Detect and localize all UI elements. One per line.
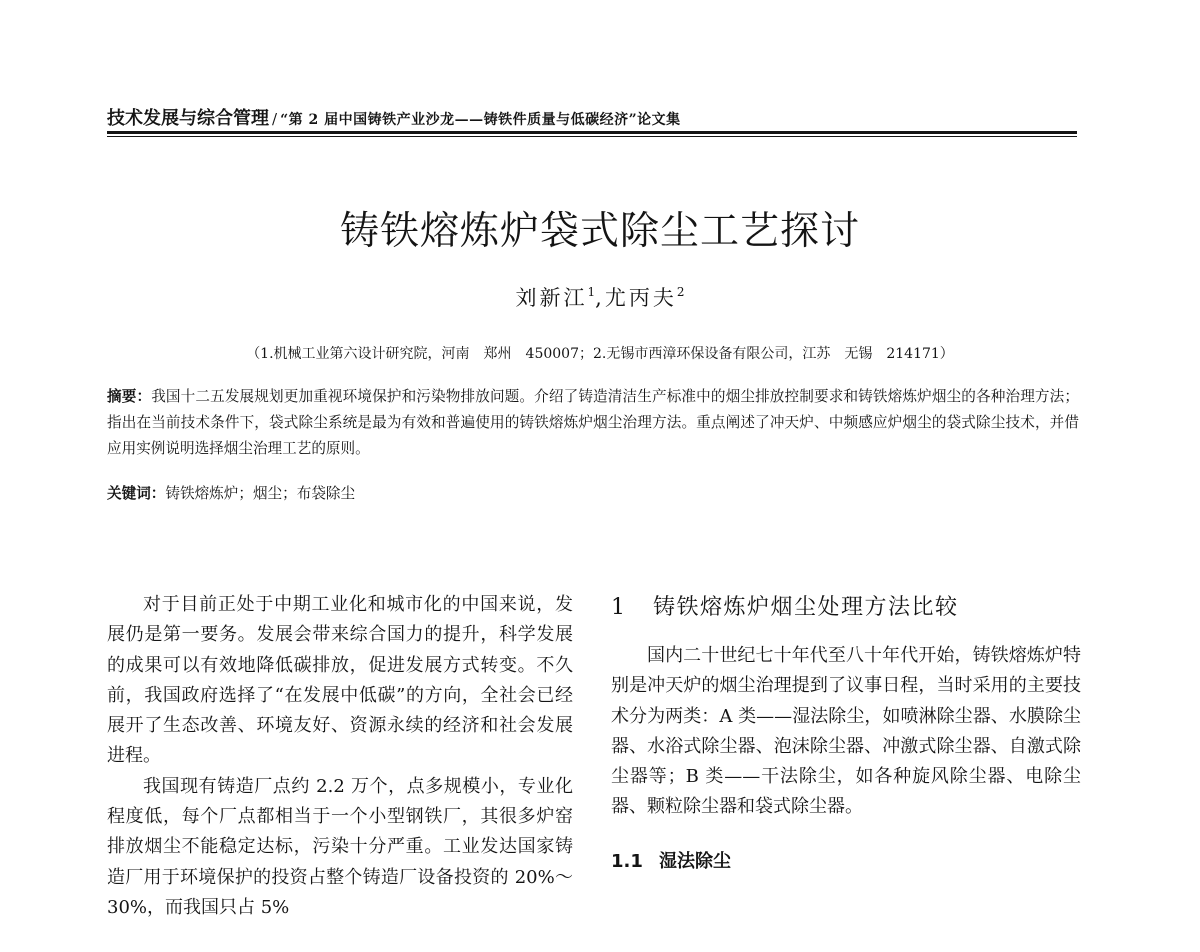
body-paragraph: 我国现有铸造厂点约 2.2 万个，点多规模小，专业化程度低，每个厂点都相当于一个小型钢铁厂，其很多炉窑排放烟尘不能稳定达标，污染十分严重。工业发达国家铸造厂用于环境保护的投资占整个铸造厂设备投资的 20%～30%，而我国只占 5% [107,775,573,918]
running-header-series: “第 2 届中国铸铁产业沙龙——铸铁件质量与低碳经济”论文集 [280,112,681,128]
body-left-column [107,590,573,923]
section-number: 1 [611,595,627,620]
abstract-label: 摘要： [107,388,152,405]
section-heading [611,590,1081,626]
author-separator: , [595,286,605,310]
author-name: 刘新江 [515,286,588,310]
running-header-separator: / [272,110,278,128]
running-header [107,104,1077,134]
abstract [107,384,1079,462]
header-rule-thick [107,131,1077,134]
section-title: 铸铁熔炼炉烟尘处理方法比较 [653,595,959,620]
author-line [0,282,1200,312]
author-name: 尤丙夫 [604,286,677,310]
paper-title: 铸铁熔炼炉袋式除尘工艺探讨 [339,209,860,254]
author-affiliation-mark: 1 [587,285,596,299]
running-header-section: 技术发展与综合管理 [107,108,269,129]
keywords-label: 关键词： [107,485,166,502]
author-affiliation-mark: 2 [676,285,685,299]
body-right-column [611,590,1081,877]
subsection-title: 湿法除尘 [659,850,731,872]
keywords [107,481,1079,507]
body-paragraph: 国内二十世纪七十年代至八十年代开始，铸铁熔炼炉特别是冲天炉的烟尘治理提到了议事日程，当时采用的主要技术分为两类：A 类——湿法除尘，如喷淋除尘器、水膜除尘器、水浴式除尘器、泡沫除尘器、冲激式除尘器、自激式除尘器等；B 类——干法除尘，如各种旋风除尘器、电除尘器、颗粒除尘器和袋式除尘器。 [611,645,1081,818]
subsection-heading [611,847,1081,877]
body-paragraph: 对于目前正处于中期工业化和城市化的中国来说，发展仍是第一要务。发展会带来综合国力的提升，科学发展的成果可以有效地降低碳排放，促进发展方式转变。不久前，我国政府选择了“在发展中低碳”的方向，全社会已经展开了生态改善、环境友好、资源永续的经济和社会发展进程。 [107,594,573,767]
keywords-text: 铸铁熔炼炉；烟尘；布袋除尘 [165,485,356,502]
affiliation: （1.机械工业第六设计研究院，河南 郑州 450007；2.无锡市西漳环保设备有限公司，江苏 无锡 214171） [246,346,954,362]
header-rule-thin [107,136,1077,137]
subsection-number: 1.1 [611,850,643,872]
abstract-text: 我国十二五发展规划更加重视环境保护和污染物排放问题。介绍了铸造清洁生产标准中的烟尘排放控制要求和铸铁熔炼炉烟尘的各种治理方法；指出在当前技术条件下，袋式除尘系统是最为有效和普遍使用的铸铁熔炼炉烟尘治理方法。重点阐述了冲天炉、中频感应炉烟尘的袋式除尘技术，并借应用实例说明选择烟尘治理工艺的原则。 [107,388,1079,457]
